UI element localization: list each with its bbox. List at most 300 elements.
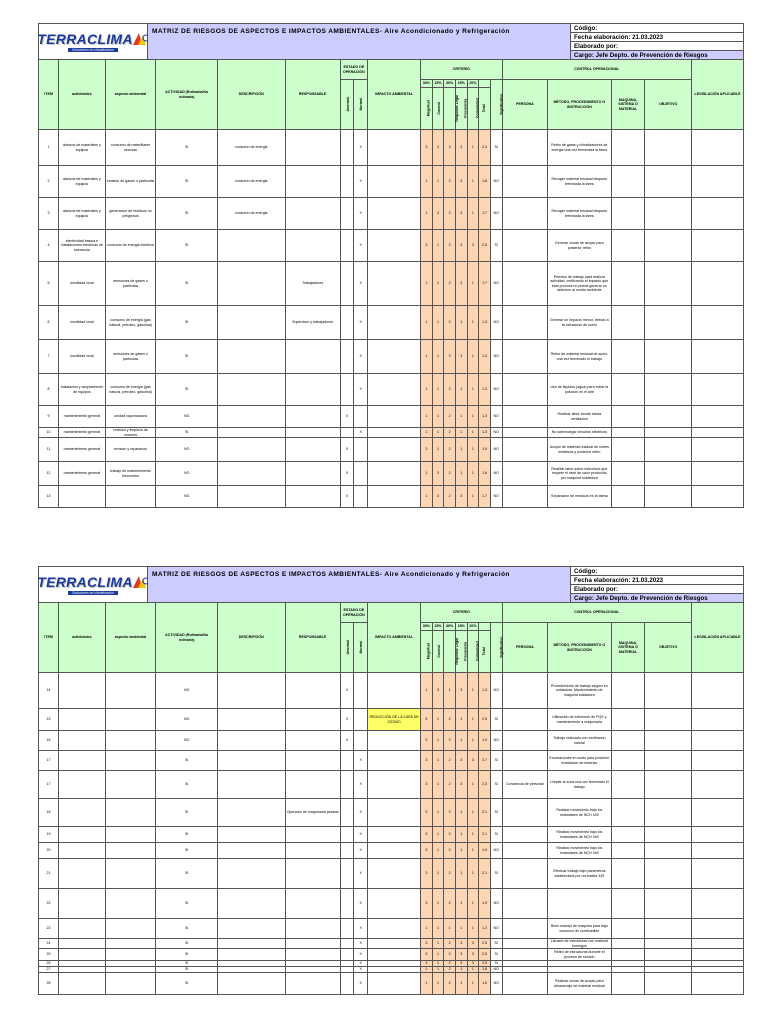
row-impacto — [368, 486, 421, 508]
row-criterio-0: 1 — [421, 306, 433, 340]
row-criterio-2: 2 — [444, 827, 456, 843]
row-rutinaria: NO — [156, 406, 217, 428]
row-legislacion — [692, 198, 744, 230]
row-anormal — [340, 428, 354, 438]
row-criterio-1: 1 — [432, 973, 444, 995]
row-impacto — [368, 340, 421, 374]
row-total: 1.9 — [479, 843, 491, 859]
document-meta — [571, 24, 743, 59]
row-significativo: NO — [490, 973, 502, 995]
risk-matrix-table — [38, 602, 744, 995]
row-item: 12 — [39, 462, 59, 486]
row-legislacion — [692, 889, 744, 919]
row-responsable — [285, 771, 340, 799]
row-actividades — [59, 889, 106, 919]
row-maquina — [611, 374, 645, 406]
row-descripcion — [217, 262, 285, 306]
row-criterio-1: 1 — [432, 438, 444, 462]
logo-snowflake-icon — [133, 576, 149, 588]
col-pct-3: 15% — [455, 80, 467, 88]
row-item: 28 — [39, 973, 59, 995]
row-criterio-3: 1 — [455, 973, 467, 995]
row-rutinaria: SI — [156, 961, 217, 967]
row-total: 2.3 — [479, 130, 491, 166]
row-item: 15 — [39, 709, 59, 731]
row-criterio-0: 1 — [421, 166, 433, 198]
row-aspecto — [105, 751, 156, 771]
row-item: 5 — [39, 262, 59, 306]
row-maquina — [611, 166, 645, 198]
row-aspecto — [105, 673, 156, 709]
row-responsable — [285, 438, 340, 462]
row-maquina — [611, 889, 645, 919]
row-criterio-4: 1 — [467, 262, 479, 306]
col-pct-3: 15% — [455, 623, 467, 631]
row-maquina — [611, 262, 645, 306]
table-row — [39, 438, 744, 462]
meta-elaborado: Elaborado por: — [571, 585, 743, 594]
row-criterio-2: 2 — [444, 486, 456, 508]
row-persona — [502, 919, 548, 939]
row-criterio-3: 3 — [455, 340, 467, 374]
row-significativo: SI — [490, 939, 502, 949]
col-anormal — [340, 623, 354, 673]
row-objetivo — [645, 799, 692, 827]
row-total: 1.9 — [479, 438, 491, 462]
row-criterio-2: 2 — [444, 731, 456, 751]
row-objetivo — [645, 949, 692, 961]
row-normal: X — [354, 799, 368, 827]
row-rutinaria: SI — [156, 771, 217, 799]
row-criterio-0: 1 — [421, 406, 433, 428]
row-criterio-4: 1 — [467, 486, 479, 508]
row-metodo: Llenado de estructuras con material hormigon — [548, 939, 612, 949]
table-row — [39, 374, 744, 406]
row-total: 1.9 — [479, 889, 491, 919]
row-item: 20 — [39, 843, 59, 859]
row-total: 1.3 — [479, 406, 491, 428]
row-impacto — [368, 230, 421, 262]
row-criterio-3: 3 — [455, 961, 467, 967]
row-criterio-2: 2 — [444, 859, 456, 889]
row-impacto: REDUCCIÓN DE LA CAPA DE OZONO — [368, 709, 421, 731]
row-persona — [502, 462, 548, 486]
row-item: 10 — [39, 428, 59, 438]
col-actividad-rutinaria: ACTIVIDAD (Rutinaria/No rutinaria) — [156, 60, 217, 130]
row-anormal — [340, 949, 354, 961]
row-aspecto — [105, 771, 156, 799]
row-descripcion — [217, 949, 285, 961]
col-normal-label: Normal — [358, 641, 363, 654]
row-aspecto: revision y reparacion — [105, 438, 156, 462]
row-aspecto — [105, 827, 156, 843]
col-control-operacional: CONTROL OPERACIONAL — [502, 60, 691, 80]
row-normal: X — [354, 428, 368, 438]
row-criterio-4: 1 — [467, 340, 479, 374]
row-persona: Conciencia de personal — [502, 771, 548, 799]
row-legislacion — [692, 486, 744, 508]
col-crit-1-label: Control — [436, 102, 441, 115]
row-persona — [502, 230, 548, 262]
table-row — [39, 130, 744, 166]
table-row — [39, 262, 744, 306]
table-row — [39, 827, 744, 843]
row-total: 1.7 — [479, 486, 491, 508]
row-anormal — [340, 889, 354, 919]
row-persona — [502, 889, 548, 919]
col-crit-0 — [421, 88, 433, 130]
row-criterio-0: 3 — [421, 859, 433, 889]
row-legislacion — [692, 799, 744, 827]
row-total: 2.5 — [479, 709, 491, 731]
row-item: 9 — [39, 406, 59, 428]
row-aspecto — [105, 709, 156, 731]
row-objetivo — [645, 230, 692, 262]
sheet-header — [38, 566, 744, 602]
row-criterio-1: 1 — [432, 340, 444, 374]
row-rutinaria: NO — [156, 709, 217, 731]
row-impacto — [368, 889, 421, 919]
row-objetivo — [645, 731, 692, 751]
table-row — [39, 166, 744, 198]
row-normal: X — [354, 230, 368, 262]
row-normal — [354, 406, 368, 428]
row-criterio-1: 1 — [432, 709, 444, 731]
row-criterio-0: 1 — [421, 198, 433, 230]
row-descripcion — [217, 306, 285, 340]
col-maquina: MAQUINA, SISTEMA O MATERIAL — [611, 80, 645, 130]
row-item: 17 — [39, 751, 59, 771]
col-normal-label: Normal — [358, 98, 363, 111]
row-metodo: Realizar zonas de acopio para almacenaje de material residual — [548, 973, 612, 995]
table-row — [39, 939, 744, 949]
row-descripcion — [217, 709, 285, 731]
row-actividades — [59, 939, 106, 949]
col-crit-3-label: Frecuencia — [463, 642, 468, 661]
col-crit-4-label: Comunidad — [475, 98, 480, 119]
row-normal: X — [354, 130, 368, 166]
row-item: 13 — [39, 486, 59, 508]
row-impacto — [368, 306, 421, 340]
row-anormal — [340, 859, 354, 889]
row-rutinaria: SI — [156, 428, 217, 438]
row-actividades — [59, 799, 106, 827]
row-criterio-4: 1 — [467, 673, 479, 709]
row-criterio-3: 1 — [455, 889, 467, 919]
row-metodo: Realizar movimiento bajo los estandares de NCH 349 — [548, 843, 612, 859]
row-rutinaria: NO — [156, 486, 217, 508]
row-item: 25 — [39, 949, 59, 961]
row-aspecto — [105, 919, 156, 939]
col-responsable: RESPONSABLE — [285, 60, 340, 130]
row-actividades: instalacion y acoplamiento de equipos — [59, 374, 106, 406]
row-significativo: NO — [490, 166, 502, 198]
row-criterio-2: 2 — [444, 939, 456, 949]
row-criterio-1: 1 — [432, 262, 444, 306]
row-responsable — [285, 198, 340, 230]
row-objetivo — [645, 262, 692, 306]
row-responsable — [285, 859, 340, 889]
row-anormal — [340, 919, 354, 939]
row-objetivo — [645, 843, 692, 859]
row-normal: X — [354, 827, 368, 843]
row-criterio-2: 1 — [444, 673, 456, 709]
row-criterio-3: 1 — [455, 374, 467, 406]
row-criterio-0: 1 — [421, 462, 433, 486]
row-impacto — [368, 799, 421, 827]
row-actividades: electricidad basica e instalaciones electricas de tolerancia — [59, 230, 106, 262]
row-criterio-0: 5 — [421, 709, 433, 731]
row-normal: X — [354, 751, 368, 771]
row-significativo: SI — [490, 799, 502, 827]
row-criterio-4: 1 — [467, 438, 479, 462]
col-crit-1 — [432, 631, 444, 673]
row-criterio-4: 3 — [467, 961, 479, 967]
row-criterio-0: 3 — [421, 827, 433, 843]
col-pct-4: 20% — [467, 80, 479, 88]
row-item: 22 — [39, 889, 59, 919]
row-significativo: NO — [490, 374, 502, 406]
row-significativo: NO — [490, 673, 502, 709]
row-impacto — [368, 731, 421, 751]
row-persona — [502, 438, 548, 462]
row-criterio-3: 1 — [455, 843, 467, 859]
row-anormal: X — [340, 486, 354, 508]
row-maquina — [611, 799, 645, 827]
row-criterio-0: 3 — [421, 130, 433, 166]
row-aspecto: unidad vaporizadora — [105, 406, 156, 428]
row-responsable — [285, 939, 340, 949]
row-item: 18 — [39, 799, 59, 827]
row-persona — [502, 751, 548, 771]
row-legislacion — [692, 771, 744, 799]
row-impacto — [368, 374, 421, 406]
col-pct-0: 30% — [421, 80, 433, 88]
row-persona — [502, 262, 548, 306]
row-impacto — [368, 673, 421, 709]
row-criterio-4: 1 — [467, 130, 479, 166]
row-significativo: SI — [490, 859, 502, 889]
row-criterio-1: 1 — [432, 827, 444, 843]
row-descripcion: consumo de energia — [217, 198, 285, 230]
row-objetivo — [645, 827, 692, 843]
row-objetivo — [645, 406, 692, 428]
row-criterio-2: 2 — [444, 406, 456, 428]
col-crit-2-label: Requisito Legal — [455, 95, 460, 122]
row-actividades: alanzos de materiales y equipos — [59, 198, 106, 230]
row-descripcion — [217, 843, 285, 859]
row-criterio-3: 1 — [455, 462, 467, 486]
row-item: 14 — [39, 673, 59, 709]
row-rutinaria: SI — [156, 967, 217, 973]
row-criterio-2: 2 — [444, 306, 456, 340]
row-total: 1.6 — [479, 973, 491, 995]
row-objetivo — [645, 486, 692, 508]
row-rutinaria: SI — [156, 859, 217, 889]
row-criterio-0: 1 — [421, 673, 433, 709]
row-responsable — [285, 751, 340, 771]
row-criterio-2: 3 — [444, 130, 456, 166]
row-responsable — [285, 919, 340, 939]
row-persona — [502, 843, 548, 859]
row-item: 1 — [39, 130, 59, 166]
col-pct-0: 30% — [421, 623, 433, 631]
row-criterio-3: 1 — [455, 859, 467, 889]
row-descripcion — [217, 428, 285, 438]
row-item: 16 — [39, 731, 59, 751]
row-anormal — [340, 230, 354, 262]
row-responsable: Operador de maquinaria pesada — [285, 799, 340, 827]
row-significativo: SI — [490, 771, 502, 799]
row-significativo: SI — [490, 961, 502, 967]
row-criterio-4: 3 — [467, 939, 479, 949]
row-anormal — [340, 262, 354, 306]
row-item: 24 — [39, 939, 59, 949]
row-persona — [502, 198, 548, 230]
row-actividades: movilidad local — [59, 262, 106, 306]
row-criterio-3: 3 — [455, 262, 467, 306]
row-legislacion — [692, 340, 744, 374]
row-criterio-1: 1 — [432, 374, 444, 406]
row-aspecto — [105, 859, 156, 889]
row-maquina — [611, 973, 645, 995]
row-total: 2.3 — [479, 771, 491, 799]
row-impacto — [368, 919, 421, 939]
row-actividades — [59, 731, 106, 751]
row-item: 2 — [39, 166, 59, 198]
row-criterio-2: 2 — [444, 843, 456, 859]
row-significativo: NO — [490, 486, 502, 508]
table-row — [39, 799, 744, 827]
row-normal: X — [354, 967, 368, 973]
logo-text: TERRACLIMA — [37, 31, 133, 47]
row-maquina — [611, 939, 645, 949]
row-criterio-4: 1 — [467, 306, 479, 340]
row-objetivo — [645, 428, 692, 438]
row-actividades: mantenimiento general — [59, 462, 106, 486]
row-actividades — [59, 709, 106, 731]
row-descripcion — [217, 486, 285, 508]
row-maquina — [611, 340, 645, 374]
row-total: 1.9 — [479, 731, 491, 751]
row-descripcion — [217, 799, 285, 827]
row-criterio-4: 1 — [467, 731, 479, 751]
row-persona — [502, 374, 548, 406]
row-anormal: X — [340, 731, 354, 751]
row-objetivo — [645, 939, 692, 949]
row-criterio-0: 1 — [421, 262, 433, 306]
row-descripcion — [217, 374, 285, 406]
row-anormal: X — [340, 709, 354, 731]
row-normal: X — [354, 340, 368, 374]
col-control-operacional: CONTROL OPERACIONAL — [502, 603, 691, 623]
row-anormal — [340, 771, 354, 799]
col-pct-blank — [479, 623, 491, 631]
row-objetivo — [645, 340, 692, 374]
row-criterio-4: 1 — [467, 973, 479, 995]
row-normal: X — [354, 939, 368, 949]
row-normal: X — [354, 166, 368, 198]
row-criterio-4: 1 — [467, 374, 479, 406]
row-item: 6 — [39, 306, 59, 340]
row-maquina — [611, 462, 645, 486]
row-persona — [502, 799, 548, 827]
row-criterio-1: 1 — [432, 230, 444, 262]
col-pct-4: 20% — [467, 623, 479, 631]
row-metodo: Retiro de gatas y climatizadores de energia una vez terminada la tarea — [548, 130, 612, 166]
row-criterio-3: 1 — [455, 799, 467, 827]
row-objetivo — [645, 462, 692, 486]
sheet-header — [38, 23, 744, 59]
row-total: 1.2 — [479, 919, 491, 939]
col-actividades: actividades — [59, 60, 106, 130]
row-metodo — [548, 889, 612, 919]
table-row — [39, 462, 744, 486]
col-crit-4-label: Comunidad — [475, 641, 480, 662]
row-criterio-3: 3 — [455, 230, 467, 262]
row-significativo: SI — [490, 949, 502, 961]
row-maquina — [611, 673, 645, 709]
row-item: 4 — [39, 230, 59, 262]
row-metodo: Retiro de material residual de suelo, una vez terminado el trabajo — [548, 340, 612, 374]
row-actividades: mantenimiento general — [59, 428, 106, 438]
row-significativo: NO — [490, 406, 502, 428]
row-actividades: movilidad local — [59, 306, 106, 340]
row-criterio-0: 3 — [421, 731, 433, 751]
row-maquina — [611, 919, 645, 939]
row-persona — [502, 673, 548, 709]
table-row — [39, 428, 744, 438]
row-criterio-0: 1 — [421, 967, 433, 973]
row-responsable: Trabajadores — [285, 262, 340, 306]
col-estado-operacion: ESTADO DE OPERACIÓN — [340, 603, 368, 623]
col-item: ITEM — [39, 60, 59, 130]
row-criterio-2: 2 — [444, 230, 456, 262]
row-objetivo — [645, 751, 692, 771]
row-criterio-3: 1 — [455, 967, 467, 973]
row-persona — [502, 306, 548, 340]
row-significativo: NO — [490, 438, 502, 462]
row-impacto — [368, 827, 421, 843]
row-descripcion — [217, 973, 285, 995]
row-legislacion — [692, 939, 744, 949]
row-persona — [502, 130, 548, 166]
matrix-sheet-1 — [38, 23, 744, 508]
row-rutinaria: SI — [156, 374, 217, 406]
row-maquina — [611, 306, 645, 340]
row-normal: X — [354, 973, 368, 995]
row-descripcion — [217, 751, 285, 771]
row-actividades — [59, 919, 106, 939]
row-maquina — [611, 827, 645, 843]
row-actividades — [59, 843, 106, 859]
row-total: 1.3 — [479, 428, 491, 438]
table-row — [39, 973, 744, 995]
col-total — [479, 88, 491, 130]
row-criterio-4: 1 — [467, 709, 479, 731]
row-rutinaria: NO — [156, 438, 217, 462]
row-criterio-1: 1 — [432, 771, 444, 799]
row-anormal — [340, 374, 354, 406]
row-significativo: NO — [490, 843, 502, 859]
row-significativo: NO — [490, 198, 502, 230]
row-metodo: Excavaciones en suelo para posterior instalacion de tuberias — [548, 751, 612, 771]
row-metodo: Trabajo realizado con ventilacion natural — [548, 731, 612, 751]
row-criterio-1: 1 — [432, 949, 444, 961]
row-anormal — [340, 843, 354, 859]
row-criterio-2: 2 — [444, 889, 456, 919]
row-criterio-2: 2 — [444, 340, 456, 374]
